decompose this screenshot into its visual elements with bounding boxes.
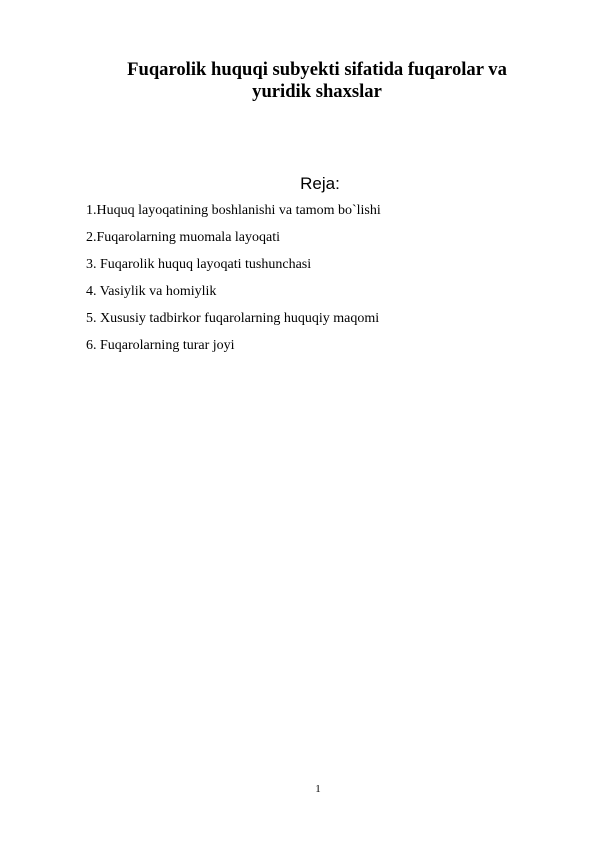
- plan-item-5: 5. Xususiy tadbirkor fuqarolarning huquqiy maqomi: [86, 311, 380, 326]
- document-title-line-1: Fuqarolik huquqi subyekti sifatida fuqarolar va: [127, 59, 507, 80]
- plan-item-3: 3. Fuqarolik huquq layoqati tushunchasi: [86, 257, 312, 272]
- plan-item-1: 1.Huquq layoqatining boshlanishi va tamom bo`lishi: [86, 203, 381, 218]
- document-title: [90, 59, 544, 103]
- plan-heading: Reja:: [300, 174, 340, 193]
- page-number-container: [0, 782, 596, 796]
- plan-item-6: 6. Fuqarolarning turar joyi: [86, 338, 235, 353]
- document-title-line-2: yuridik shaxslar: [252, 81, 382, 102]
- page-number: 1: [315, 783, 321, 795]
- plan-heading-container: [0, 174, 596, 194]
- plan-list: [86, 197, 381, 359]
- plan-item-2: 2.Fuqarolarning muomala layoqati: [86, 230, 281, 245]
- plan-item-4: 4. Vasiylik va homiylik: [86, 284, 217, 299]
